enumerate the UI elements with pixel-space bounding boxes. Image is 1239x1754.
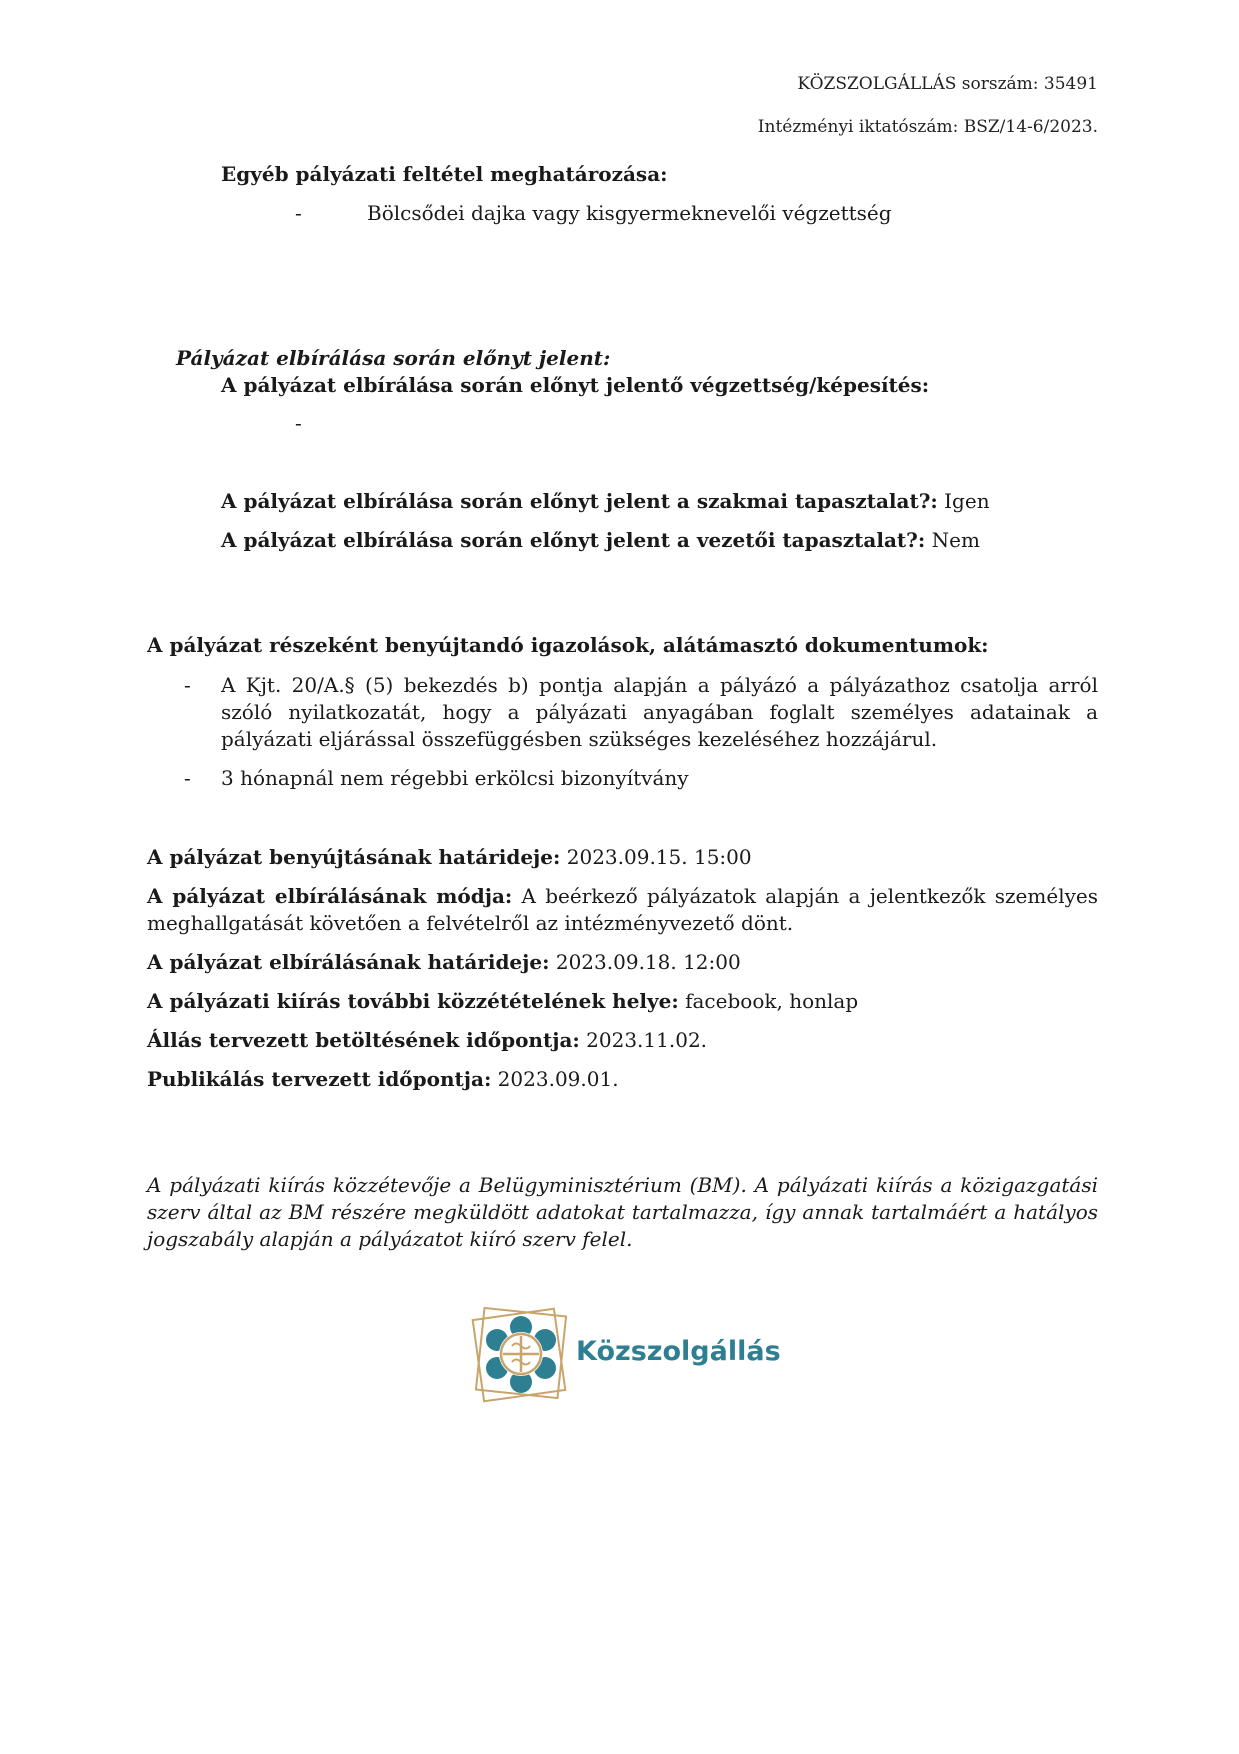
dokumentumok-heading: A pályázat részeként benyújtandó igazolások, alátámasztó dokumentumok: bbox=[147, 633, 989, 657]
publikalas-idopont-label: Publikálás tervezett időpontja: bbox=[147, 1067, 492, 1091]
publikalas-idopont-row bbox=[147, 1066, 619, 1093]
intezmenyi-iktatoszam: Intézményi iktatószám: BSZ/14-6/2023. bbox=[757, 117, 1098, 137]
egyeb-feltetel-item: Bölcsődei dajka vagy kisgyermeknevelői végzettség bbox=[367, 201, 892, 225]
elbiralas-hatarido-value: 2023.09.18. 12:00 bbox=[549, 950, 741, 974]
dokumentum-2-text: 3 hónapnál nem régebbi erkölcsi bizonyítvány bbox=[221, 766, 689, 790]
benyujtas-hatarido-value: 2023.09.15. 15:00 bbox=[560, 845, 752, 869]
elony-szakmai-value: Igen bbox=[937, 489, 990, 513]
dokumentum-2-dash: - bbox=[184, 766, 191, 790]
elony-heading: Pályázat elbírálása során előnyt jelent: bbox=[176, 346, 611, 370]
kozzetetel-helye-label: A pályázati kiírás további közzétételének helye: bbox=[147, 989, 679, 1013]
elony-vezetoi-label: A pályázat elbírálása során előnyt jelent a vezetői tapasztalat?: bbox=[221, 528, 926, 552]
benyujtas-hatarido-row bbox=[147, 844, 752, 871]
elbiralas-modja-row bbox=[147, 883, 1098, 937]
dokumentum-1-dash: - bbox=[184, 673, 191, 697]
disclaimer-text: A pályázati kiírás közzétevője a Belügyminisztérium (BM). A pályázati kiírás a közigazgatási szerv által az BM részére megküldött adatokat tartalmazza, így annak tartalmáért a hatályos jogszabály alapján a pályázatot kiíró szerv felel. bbox=[147, 1173, 1098, 1251]
betoltes-idopont-value: 2023.11.02. bbox=[579, 1028, 708, 1052]
elbiralas-hatarido-label: A pályázat elbírálásának határideje: bbox=[147, 950, 550, 974]
elbiralas-modja-value: A beérkező pályázatok alapján a jelentkezők személyes meghallgatását követően a felvételről az intézményvezető dönt. bbox=[147, 884, 1098, 935]
elony-vezetoi-row bbox=[221, 527, 980, 554]
egyeb-feltetel-dash: - bbox=[295, 201, 302, 225]
egyeb-feltetel-heading: Egyéb pályázati feltétel meghatározása: bbox=[221, 162, 668, 186]
elony-szakmai-row bbox=[221, 488, 990, 515]
benyujtas-hatarido-label: A pályázat benyújtásának határideje: bbox=[147, 845, 561, 869]
publikalas-idopont-value: 2023.09.01. bbox=[491, 1067, 619, 1091]
kozzetetel-helye-row bbox=[147, 988, 858, 1015]
kozszolgallas-logo bbox=[470, 1300, 790, 1410]
betoltes-idopont-label: Állás tervezett betöltésének időpontja: bbox=[147, 1028, 580, 1052]
elony-szakmai-label: A pályázat elbírálása során előnyt jelent a szakmai tapasztalat?: bbox=[221, 489, 938, 513]
elony-vegzettseg-label: A pályázat elbírálása során előnyt jelentő végzettség/képesítés: bbox=[221, 373, 930, 397]
kozzetetel-helye-value: facebook, honlap bbox=[678, 989, 859, 1013]
elony-vezetoi-value: Nem bbox=[925, 528, 980, 552]
elbiralas-modja-label: A pályázat elbírálásának módja: bbox=[147, 884, 513, 908]
logo-text: Közszolgállás bbox=[576, 1336, 781, 1367]
elony-vegzettseg-dash: - bbox=[295, 411, 302, 435]
dokumentum-1-text: A Kjt. 20/A.§ (5) bekezdés b) pontja alapján a pályázó a pályázathoz csatolja arról szóló nyilatkozatát, hogy a pályázati anyagában foglalt személyes adatainak a pályázati eljárással összefüggésben szükséges kezeléséhez hozzájárul. bbox=[221, 673, 1098, 751]
elbiralas-hatarido-row bbox=[147, 949, 741, 976]
kozszolgallas-sorszam: KÖZSZOLGÁLLÁS sorszám: 35491 bbox=[797, 74, 1098, 94]
betoltes-idopont-row bbox=[147, 1027, 707, 1054]
